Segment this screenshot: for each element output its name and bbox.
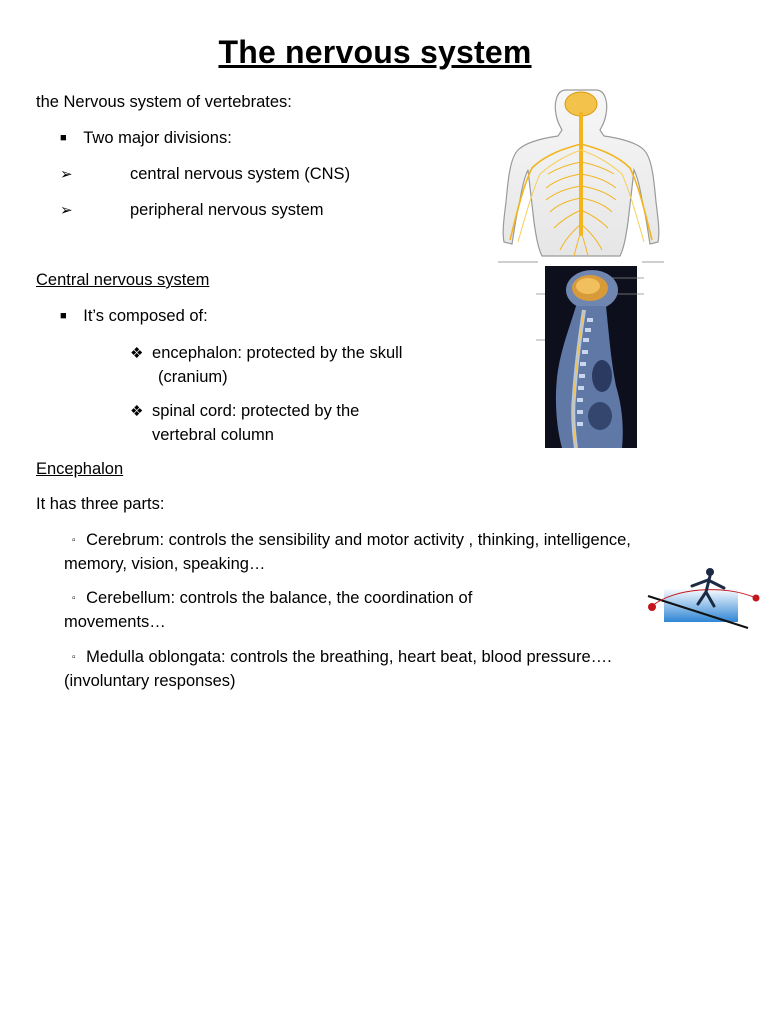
encephalon-part-medulla xyxy=(64,646,612,692)
part-line: spinal cord: protected by the xyxy=(152,402,360,420)
hollow-square-bullet-icon: ▫ xyxy=(72,535,76,546)
encephalon-part-cerebellum xyxy=(64,587,472,633)
part-line: Cerebrum: controls the sensibility and motor activity , thinking, intelligence, xyxy=(86,531,631,549)
diamond-bullet-icon: ❖ xyxy=(130,403,144,420)
divisions-heading-row xyxy=(60,127,232,150)
balance-tightrope-figure xyxy=(644,566,764,634)
filled-square-bullet-icon: ■ xyxy=(60,132,67,144)
division-label: central nervous system (CNS) xyxy=(130,165,351,183)
arrow-bullet-icon: ➢ xyxy=(60,202,73,219)
hollow-square-bullet-icon: ▫ xyxy=(72,652,76,663)
diamond-bullet-icon: ❖ xyxy=(130,345,144,362)
arrow-bullet-icon: ➢ xyxy=(60,166,73,183)
divisions-heading: Two major divisions: xyxy=(83,129,232,147)
part-line: vertebral column xyxy=(152,425,274,444)
part-line: (cranium) xyxy=(158,367,228,386)
encephalon-heading: Encephalon xyxy=(36,460,124,478)
hollow-square-bullet-icon: ▫ xyxy=(72,593,76,604)
cns-part-encephalon xyxy=(130,342,402,388)
part-line: Medulla oblongata: controls the breathing, heart beat, blood pressure…. xyxy=(86,648,612,666)
part-line: memory, vision, speaking… xyxy=(64,554,266,573)
nervous-system-body-illustration xyxy=(496,84,666,266)
division-item-cns xyxy=(60,163,351,187)
part-line: movements… xyxy=(64,612,166,631)
encephalon-intro: It has three parts: xyxy=(36,495,165,513)
page-title: The nervous system xyxy=(218,34,532,70)
division-label: peripheral nervous system xyxy=(130,201,324,219)
cns-composed-row xyxy=(60,305,208,328)
encephalon-part-cerebrum xyxy=(64,529,631,575)
intro-text: the Nervous system of vertebrates: xyxy=(36,93,292,111)
filled-square-bullet-icon: ■ xyxy=(60,310,67,322)
cns-composed: It’s composed of: xyxy=(83,307,208,325)
cns-heading: Central nervous system xyxy=(36,271,210,289)
spine-mri-scan-image xyxy=(536,266,646,448)
part-line: encephalon: protected by the skull xyxy=(152,344,403,362)
cns-part-spinal-cord xyxy=(130,400,359,446)
part-line: Cerebellum: controls the balance, the coordination of xyxy=(86,589,473,607)
division-item-pns xyxy=(60,199,324,223)
part-line: (involuntary responses) xyxy=(64,671,236,690)
